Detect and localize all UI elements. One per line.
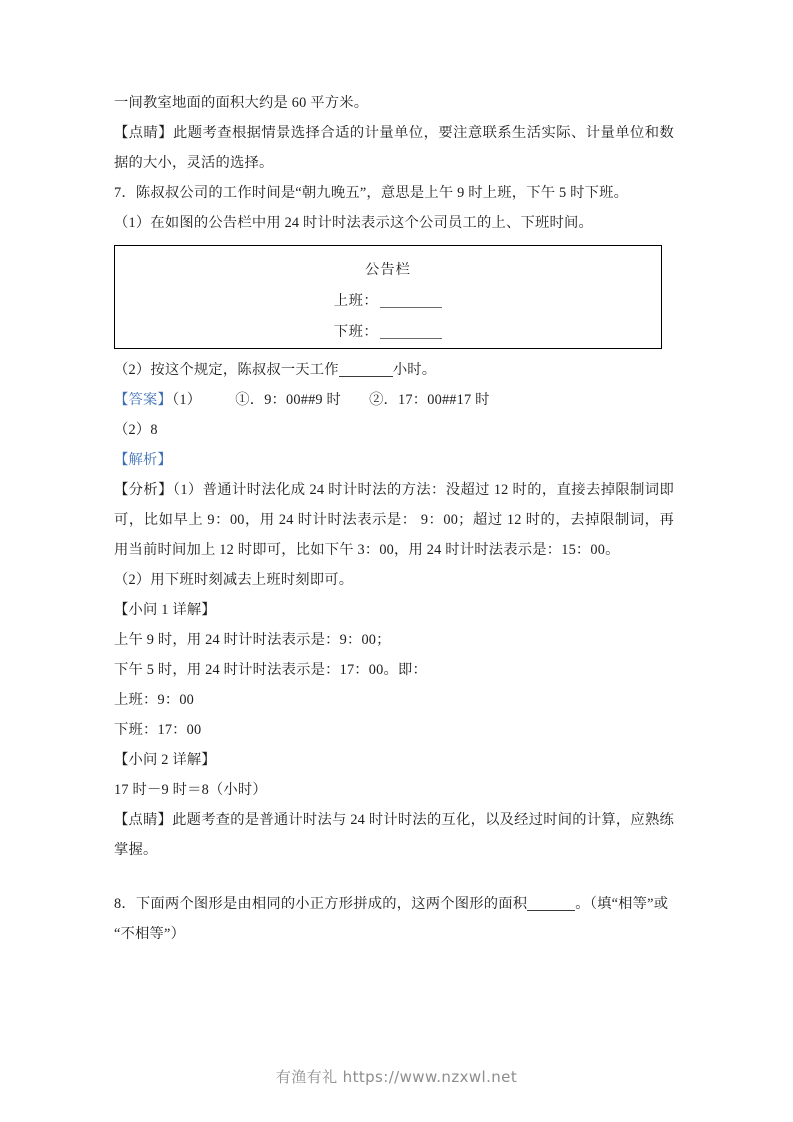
answer-item-2: ②．17：00##17 时	[369, 392, 490, 408]
bulletin-end-label: 下班：	[333, 324, 379, 340]
bulletin-board-title: 公告栏	[365, 262, 411, 278]
detail-1-line-1: 上午 9 时，用 24 时计时法表示是：9：00；	[114, 632, 391, 648]
final-tip-paragraph: 【点睛】此题考查的是普通计时法与 24 时计时法的互化，以及经过时间的计算，应熟练掌握。	[114, 812, 674, 858]
bulletin-start-label: 上班：	[333, 293, 379, 309]
answer-row	[114, 385, 674, 415]
question-7-stem: 7．陈叔叔公司的工作时间是“朝九晚五”，意思是上午 9 时上班，下午 5 时下班。	[114, 185, 629, 201]
question-7-part-1: （1）在如图的公告栏中用 24 时计时法表示这个公司员工的上、下班时间。	[114, 215, 593, 231]
question-8-stem-line-2: “不相等”）	[114, 926, 186, 942]
question-8-blank[interactable]	[527, 910, 575, 911]
question-7-part-2	[114, 355, 674, 385]
document-body	[114, 88, 674, 949]
detail-1-label: 【小问 1 详解】	[114, 602, 216, 618]
question-7-part-2-post: 小时。	[392, 362, 437, 378]
answer-part-1-number: （1）	[172, 392, 202, 408]
previous-answer-line: 一间教室地面的面积大约是 60 平方米。	[114, 95, 369, 111]
bulletin-board-end-row	[115, 321, 661, 341]
question-8-stem-line-1	[114, 889, 674, 919]
bulletin-end-blank[interactable]	[380, 338, 442, 339]
bulletin-board-start-row	[115, 290, 661, 310]
analysis-body-1: （1）普通计时法化成 24 时计时法的方法：没超过 12 时的，直接去掉限制词即可，比如早上 9：00，用 24 时计时法表示是： 9：00；超过 12 时的，去掉限制词，再用当前时间加上 12 时即可，比如下午 3：00，用 24 时计时法表示是：15：00。	[114, 482, 674, 558]
question-8-stem-pre: 8．下面两个图形是由相同的小正方形拼成的，这两个图形的面积	[114, 896, 528, 912]
analysis-paragraph-2: （2）用下班时刻减去上班时刻即可。	[114, 572, 354, 588]
page-watermark	[0, 1066, 793, 1087]
question-7-part-2-blank[interactable]	[339, 376, 393, 377]
answer-part-2: （2）8	[114, 422, 158, 438]
previous-tip-paragraph: 【点睛】此题考查根据情景选择合适的计量单位，要注意联系生活实际、计量单位和数据的大小，灵活的选择。	[114, 125, 674, 171]
bulletin-board-figure	[114, 245, 662, 349]
watermark-url: https://www.nzxwl.net	[342, 1068, 518, 1086]
detail-1-line-2: 下午 5 时，用 24 时计时法表示是：17：00。即：	[114, 662, 427, 678]
bulletin-start-blank[interactable]	[380, 307, 442, 308]
question-8-stem-post: 。（填“相等”或	[575, 896, 669, 912]
detail-1-line-4: 下班：17：00	[114, 722, 202, 738]
section-spacer	[114, 865, 674, 889]
question-7-part-2-pre: （2）按这个规定，陈叔叔一天工作	[114, 362, 339, 378]
detail-1-line-3: 上班：9：00	[114, 692, 195, 708]
watermark-brand: 有渔有礼	[275, 1068, 338, 1086]
answer-label: 【答案】	[114, 392, 172, 408]
analysis-label: 【解析】	[114, 452, 172, 468]
answer-item-1: ①．9：00##9 时	[235, 392, 342, 408]
analysis-paragraph-1	[114, 475, 674, 565]
detail-2-label: 【小问 2 详解】	[114, 752, 216, 768]
detail-2-line-1: 17 时－9 时＝8（小时）	[114, 782, 267, 798]
analysis-head-label: 【分析】	[114, 482, 173, 498]
